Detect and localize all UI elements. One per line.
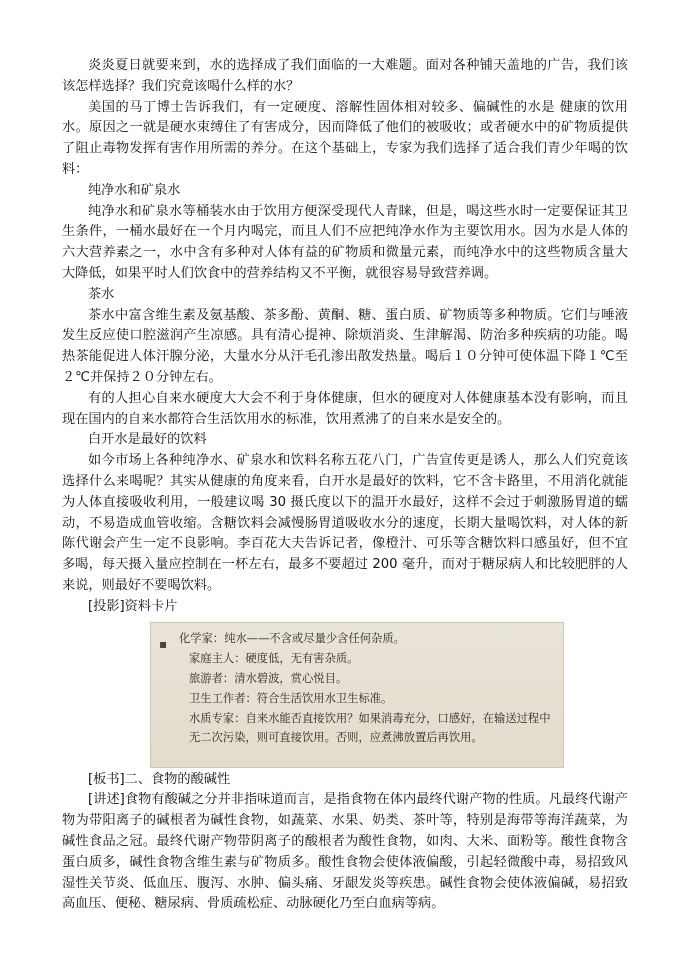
intro-paragraph: 炎炎夏日就要来到，水的选择成了我们面临的一大难题。面对各种铺天盖地的广告，我们该该怎样选择？我们究竟该喝什么样的水？ <box>62 58 628 94</box>
card-line-chemist: 化学家：纯水——不含或尽量少含任何杂质。 <box>179 631 405 645</box>
info-card-image <box>150 622 564 768</box>
card-line-health-worker: 卫生工作者：符合生活饮用水卫生标准。 <box>189 691 393 705</box>
tap-water-paragraph: 有的人担心自来水硬度大大会不利于身体健康，但水的硬度对人体健康基本没有影响，而且现在国内的自来水都符合生活饮用水的标准，饮用煮沸了的自来水是安全的。 <box>62 390 628 427</box>
blackboard-heading: [板书]二、食物的酸碱性 <box>88 771 231 787</box>
card-line-homemaker: 家庭主人：硬度低，无有害杂质。 <box>189 651 359 665</box>
card-line-water-expert: 水质专家：自来水能否直接饮用？如果消毒充分，口感好，在输送过程中无二次污染，则可直接饮用。否则，应煮沸放置后再饮用。 <box>189 711 551 744</box>
document-body <box>62 56 628 915</box>
hard-water-paragraph: 美国的马丁博士告诉我们，有一定硬度、溶解性固体相对较多、偏碱性的水是 健康的饮用水。原因之一就是硬水束缚住了有害成分，因而降低了他们的被吸收；或者硬水中的矿物质提供了阻止毒物发挥有害作用所需的养分。在这个基础上，专家为我们选择了适合我们青少年喝的饮料： <box>62 99 628 177</box>
boiled-water-paragraph: 如今市场上各种纯净水、矿泉水和饮料名称五花八门，广告宣传更是诱人，那么人们究竟该选择什么来喝呢？其实从健康的角度来看，白开水是最好的饮料，它不含卡路里，不用消化就能为人体直接吸收利用，一般建议喝 30 摄氏度以下的温开水最好，这样不会过于刺激肠胃道的蠕动，不易造成血管收缩。含糖饮料会减慢肠胃道吸收水分的速度，长期大量喝饮料，对人体的新陈代谢会产生一定不良影响。李百花大夫告诉记者，像橙汁、可乐等含糖饮料口感虽好，但不宜多喝，每天摄入量应控制在一杯左右，最多不要超过 200 毫升，而对于糖尿病人和比较肥胖的人来说，则最好不要喝饮料。 <box>62 453 628 593</box>
card-bullet: ▪ <box>159 636 168 651</box>
section-heading-purified-water: 纯净水和矿泉水 <box>88 182 181 198</box>
card-line-traveler: 旅游者：清水碧波，赏心悦目。 <box>189 671 348 685</box>
purified-water-paragraph: 纯净水和矿泉水等桶装水由于饮用方便深受现代人青睐，但是，喝这些水时一定要保证其卫生条件，一桶水最好在一个月内喝完，而且人们不应把纯净水作为主要饮用水。因为水是人体的六大营养素之一，水中含有多种对人体有益的矿物质和微量元素，而纯净水中的这些物质含量大大降低，如果平时人们饮食中的营养结构又不平衡，就很容易导致营养调。 <box>62 203 628 281</box>
tea-paragraph: 茶水中富含维生素及氨基酸、茶多酚、黄酮、糖、蛋白质、矿物质等多种物质。它们与唾液发生反应使口腔滋润产生凉感。具有清心提神、除烦消炎、生津解渴、防治多种疾病的功能。喝热茶能促进人体汗腺分泌，大量水分从汗毛孔渗出散发热量。喝后１０分钟可使体温下降１℃至２℃并保持２０分钟左右。 <box>62 307 628 385</box>
section-heading-tea: 茶水 <box>88 286 115 302</box>
projection-label: [投影]资料卡片 <box>88 598 178 614</box>
section-heading-boiled-water: 白开水是最好的饮料 <box>88 432 207 448</box>
acid-base-paragraph: [讲述]食物有酸碱之分并非指味道而言，是指食物在体内最终代谢产物的性质。凡最终代谢产物为带阳离子的碱根者为碱性食物，如蔬菜、水果、奶类、茶叶等，特别是海带等海洋蔬菜，为碱性食品之冠。最终代谢产物带阴离子的酸根者为酸性食物，如肉、大米、面粉等。酸性食物含蛋白质多，碱性食物含维生素与矿物质多。酸性食物会使体液偏酸，引起轻微酸中毒，易招致风湿性关节炎、低血压、腹泻、水肿、偏头痛、牙龈发炎等疾患。碱性食物会使体液偏碱，易招致高血压、便秘、糖尿病、骨质疏松症、动脉硬化乃至白血病等病。 <box>62 792 628 912</box>
